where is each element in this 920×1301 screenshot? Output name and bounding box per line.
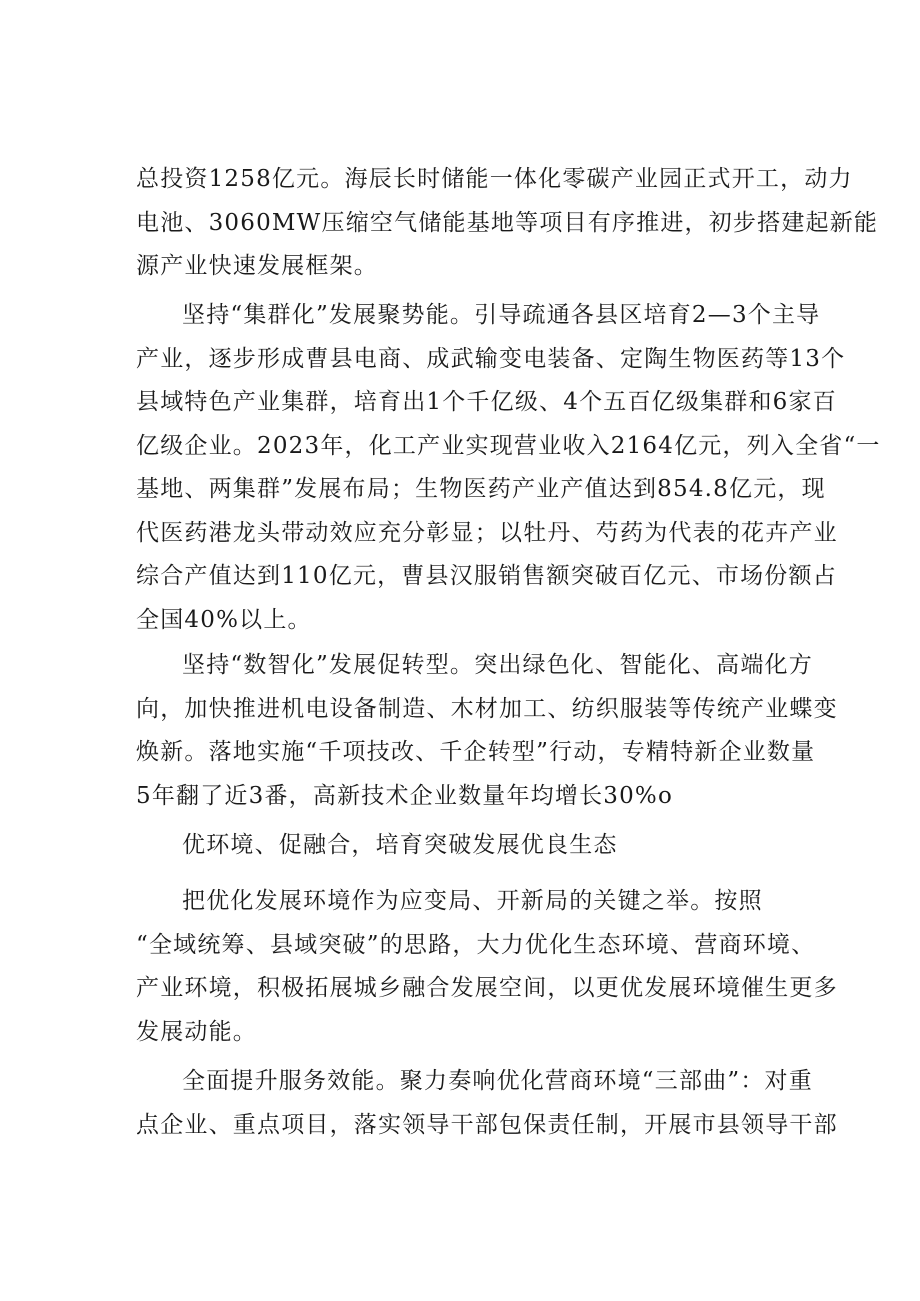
paragraph-service-efficiency (136, 1060, 838, 1147)
paragraph-digitalization (136, 644, 838, 818)
text-line: 基地、两集群”发展布局；生物医药产业产值达到854.8亿元，现 (136, 476, 826, 502)
text-line: 全面提升服务效能。聚力奏响优化营商环境“三部曲”：对重 (182, 1068, 813, 1094)
text-line: 电池、3060MW压缩空气储能基地等项目有序推进，初步搭建起新能 (136, 209, 879, 236)
text-line: “全域统筹、县域突破”的思路，大力优化生态环境、营商环境、 (136, 931, 816, 958)
text-line: 把优化发展环境作为应变局、开新局的关键之举。按照 (182, 888, 763, 914)
section-heading (136, 824, 800, 868)
text-line: 产业环境，积极拓展城乡融合发展空间，以更优发展环境催生更多 (136, 975, 838, 1001)
text-line: 总投资1258亿元。海辰长时储能一体化零碳产业园正式开工，动力 (136, 166, 853, 192)
text-line: 坚持“数智化”发展促转型。突出绿色化、智能化、高端化方 (182, 652, 813, 678)
text-line: 县域特色产业集群，培育出1个千亿级、4个五百亿级集群和6家百 (136, 389, 837, 415)
text-line: 亿级企业。2023年，化工产业实现营业收入2164亿元，列入全省“一 (136, 432, 881, 459)
text-line: 发展动能。 (136, 1018, 257, 1045)
paragraph-environment (136, 880, 838, 1054)
text-line: 优环境、促融合，培育突破发展优良生态 (182, 832, 618, 858)
paragraph-clustering (136, 294, 881, 642)
text-line: 源产业快速发展框架。 (136, 253, 378, 279)
paragraph-new-energy-investment (136, 158, 879, 289)
text-line: 全国40%以上。 (136, 606, 312, 633)
text-line: 综合产值达到110亿元，曹县汉服销售额突破百亿元、市场份额占 (136, 563, 837, 589)
text-line: 代医药港龙头带动效应充分彰显；以牡丹、芍药为代表的花卉产业 (136, 519, 838, 546)
text-line: 坚持“集群化”发展聚势能。引导疏通各县区培育2—3个主导 (182, 302, 821, 328)
text-line: 点企业、重点项目，落实领导干部包保责任制，开展市县领导干部 (136, 1111, 838, 1138)
text-line: 向，加快推进机电设备制造、木材加工、纺织服装等传统产业蝶变 (136, 695, 838, 722)
text-line: 焕新。落地实施“千项技改、千企转型”行动，专精特新企业数量 (136, 739, 816, 765)
text-line: 产业，逐步形成曹县电商、成武输变电装备、定陶生物医药等13个 (136, 345, 846, 372)
text-line: 5年翻了近3番，高新技术企业数量年均增长30%o (136, 782, 674, 809)
